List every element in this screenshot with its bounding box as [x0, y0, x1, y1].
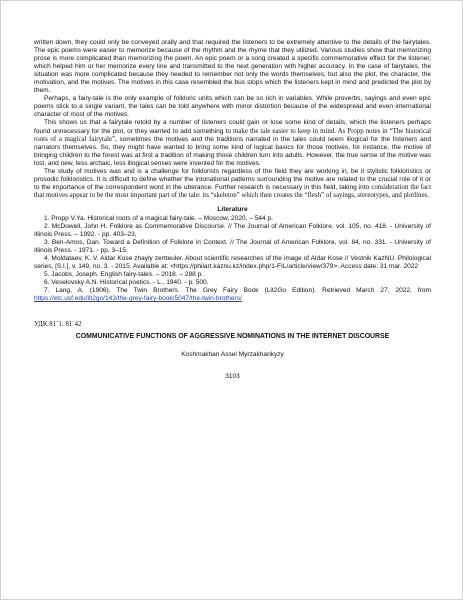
paragraph-3-part-a: This shows us that a fairytale retold by a number of listeners could gain or lose some kind of details, which the listeners perhaps found unnecessary for the plot, or they wanted to add something to	[34, 119, 431, 135]
article-title: COMMUNICATIVE FUNCTIONS OF AGGRESSIVE NOMINATIONS IN THE INTERNET DISCOURSE	[75, 332, 390, 340]
udk-code: УДК 81`1: 81`42	[34, 320, 82, 328]
paragraph-3-part-c: sometimes the motives and the traditions narrated in the tales could seem illogical for the listeners and narrators themselves. So, they might have wanted to bring some kind of logical basics for those motives, for instance, the motive of bringing children to the forest was at first a tradition of making those children turn into adults. However, the true sense of the motive was lost, and new, less archaic, less illogical senses were invented for the motives.	[34, 135, 432, 167]
reference-item: 3. Ben-Amos, Dan. Toward a Definition of Folklore in Context. // The Journal of American Folklore, vol. 84, no. 331. - University of Illinois Press. - 1971. - pp. 3–15.	[34, 239, 431, 255]
reference-item: 2. McDowell, John H. Folklore as Commemorative Discourse. // The Journal of American Folklore, vol. 105, no. 418. - University of Illinois Press. – 1992. - pp. 403–23,	[34, 223, 431, 239]
reference-link[interactable]: https://etc.usf.edu/lit2go/143/the-grey-fairy-book/5047/the-twin-brothers/	[34, 295, 242, 303]
reference-item: 7. Lang, A. (1906). The Twin Brothers. The Grey Fairy Book (Lit2Go Edition). Retrieved March 27, 2022, from https://etc.usf.edu/lit2go/143/the-grey-fairy-book/5047/the-twin-brothers/	[34, 287, 431, 303]
reference-item: 6. Veselovsky A.N. Historical poetics. - L., 1940. - p. 500.	[44, 279, 209, 287]
literature-heading: Literature	[217, 205, 248, 213]
paragraph-4	[34, 168, 431, 200]
paragraph-2: Perhaps, a fairy-tale is the only example of folkloric units which can be so rich in variables. While proverbs, sayings and even epic poems stick to a single variant, the tales can be told anywhere with minor distortion because of the widespread and even international character of most of the motives.	[34, 95, 431, 119]
page-content	[34, 39, 431, 381]
paragraph-4-part-b: consideration the fact that motives appear to be the most important part of the tale: its “skeleton” which then creates the “flesh” of sayings, stereotypes, and plotlines.	[34, 183, 432, 199]
paragraph-3	[34, 119, 431, 167]
author-name: Koshmakhan Assel Myrzakhankyzy	[181, 350, 284, 358]
paragraph-1: written down, they could only be conveyed orally and that required the listeners to be extremely attentive to the details of the fairytales. The epic poems were easier to memorize because of the rhythm and the rhyme that they utilized. Various studies show that memorizing prose is more complicated than memorizing the poem. An epic poem or a song created a specific commemorative effect for the listener, which helped him or her memorize every line and transmitted to the next generation with higher accuracy. In the case of fairytales, the situation was more complicated because they needed to remember not only the words themselves, but also the plot, the character, the motivation, and the motives. The motives in this case resembled the bus stops which the listeners kept in mind and predicted the plot by them.	[34, 39, 431, 95]
reference-item: 5. Jacobs, Joseph. English fairy-tales. – 2018. – 288 p.	[44, 271, 204, 279]
paragraph-3-part-b: make the tale easier to keep in mind. As Propp notes in “The historical roots of a magical fairytale”,	[34, 127, 431, 143]
reference-list	[34, 215, 431, 304]
reference-item: 1. Propp V.Ya. Historical roots of a magical fairy-tale. – Moscow, 2020. – 544 p.	[44, 214, 273, 222]
paragraph-4-part-a: The study of motives was and is a challenge for folklorists regardless of the field they are working in, be it stylistic folkloristics or prosodic folkloristics. It is difficult to define whether the intonational patterns surrounding the motive are related to the crucial role of it or to the importance of the correspondent word in the utterance. Further research is necessary in this field, taking into	[34, 167, 431, 191]
reference-item: 4. Moldataev, K. V. Aldar Kose zhayly zertteuler. About scientific researches of the image of Aldar Kose // Vestnik KazNU. Philological series, [S.l.], v. 149, no. 3. - 2015. Available at: <https://philart.kaznu.kz/index.php/1-FIL/article/view/379>. Access date: 31 mar. 2022	[34, 255, 431, 271]
page-number: 3103	[225, 372, 240, 380]
